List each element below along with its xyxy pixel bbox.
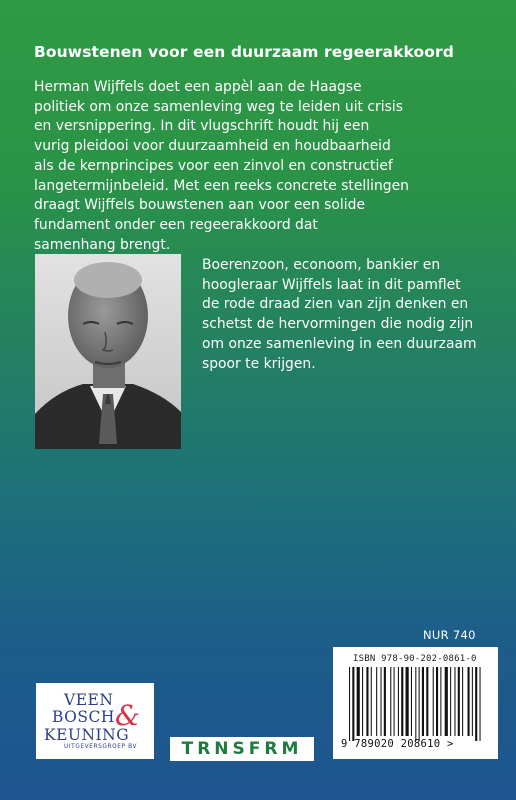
imprint-logo: TRNSFRM <box>170 737 314 761</box>
barcode-bar <box>462 667 463 736</box>
barcode-bar <box>376 667 377 736</box>
logo-line-veen: VEEN <box>64 691 114 709</box>
barcode-bar <box>454 667 455 736</box>
barcode-bar <box>352 667 354 741</box>
barcode-bar <box>401 667 403 736</box>
barcode-bar <box>384 667 386 736</box>
barcode-bar <box>472 667 473 736</box>
logo-line-bosch: BOSCH <box>52 708 115 726</box>
barcode-bar <box>480 667 481 741</box>
author-bio: Boerenzoon, econoom, bankier en hoogleraar Wijffels laat in dit pamflet de rode draad zien van zijn denken en schetst de hervormingen die nodig zijn om onze samenleving in een duurzaam spoor te krijgen. <box>202 257 477 372</box>
barcode-bar <box>349 667 350 741</box>
logo-ampersand: & <box>115 699 140 732</box>
nur-code: NUR 740 <box>423 628 476 642</box>
cover-title: Bouwstenen voor een duurzaam regeerakkoord <box>34 43 454 61</box>
barcode-bar <box>411 667 412 736</box>
barcode-bar <box>362 667 363 736</box>
barcode-bar <box>433 667 434 736</box>
barcode-bar <box>394 667 395 736</box>
publisher-logo <box>36 683 154 759</box>
barcode-bar <box>458 667 460 736</box>
barcode-digits: 9 789020 208610 > <box>341 738 454 750</box>
barcode-bar <box>406 667 409 736</box>
barcode <box>333 647 498 759</box>
barcode-bar <box>371 667 372 736</box>
barcode-bar <box>426 667 428 736</box>
logo-line-keuning: KEUNING <box>44 726 130 744</box>
barcode-bar <box>436 667 438 736</box>
barcode-bar <box>450 667 451 736</box>
barcode-bar <box>440 667 441 736</box>
barcode-bar <box>381 667 382 736</box>
barcode-bar <box>422 667 424 736</box>
barcode-bar <box>366 667 368 736</box>
barcode-bar <box>357 667 360 736</box>
barcode-bar <box>468 667 470 736</box>
author-photo <box>35 254 181 449</box>
barcode-bar <box>415 667 416 741</box>
barcode-bar <box>445 667 448 736</box>
logo-subline: UITGEVERSGROEP BV <box>64 744 138 750</box>
barcode-bar <box>390 667 391 736</box>
barcode-bar <box>419 667 420 741</box>
blurb-text: Herman Wijffels doet een appèl aan de Haagse politiek om onze samenleving weg te leiden uit crisis en versnippering. In dit vlugschrift houdt hij een vurig pleidooi voor duurzaamheid en houdbaarheid als de kernprincipes voor een zinvol en constructief langetermijnbeleid. Met een reeks concrete stellingen draagt Wijffels bouwstenen aan voor een solide fundament onder een regeerakkoord dat samenhang brengt. <box>34 79 409 253</box>
barcode-bar <box>475 667 477 741</box>
barcode-bar <box>398 667 399 736</box>
isbn-label: ISBN 978-90-202-0861-0 <box>353 654 477 664</box>
